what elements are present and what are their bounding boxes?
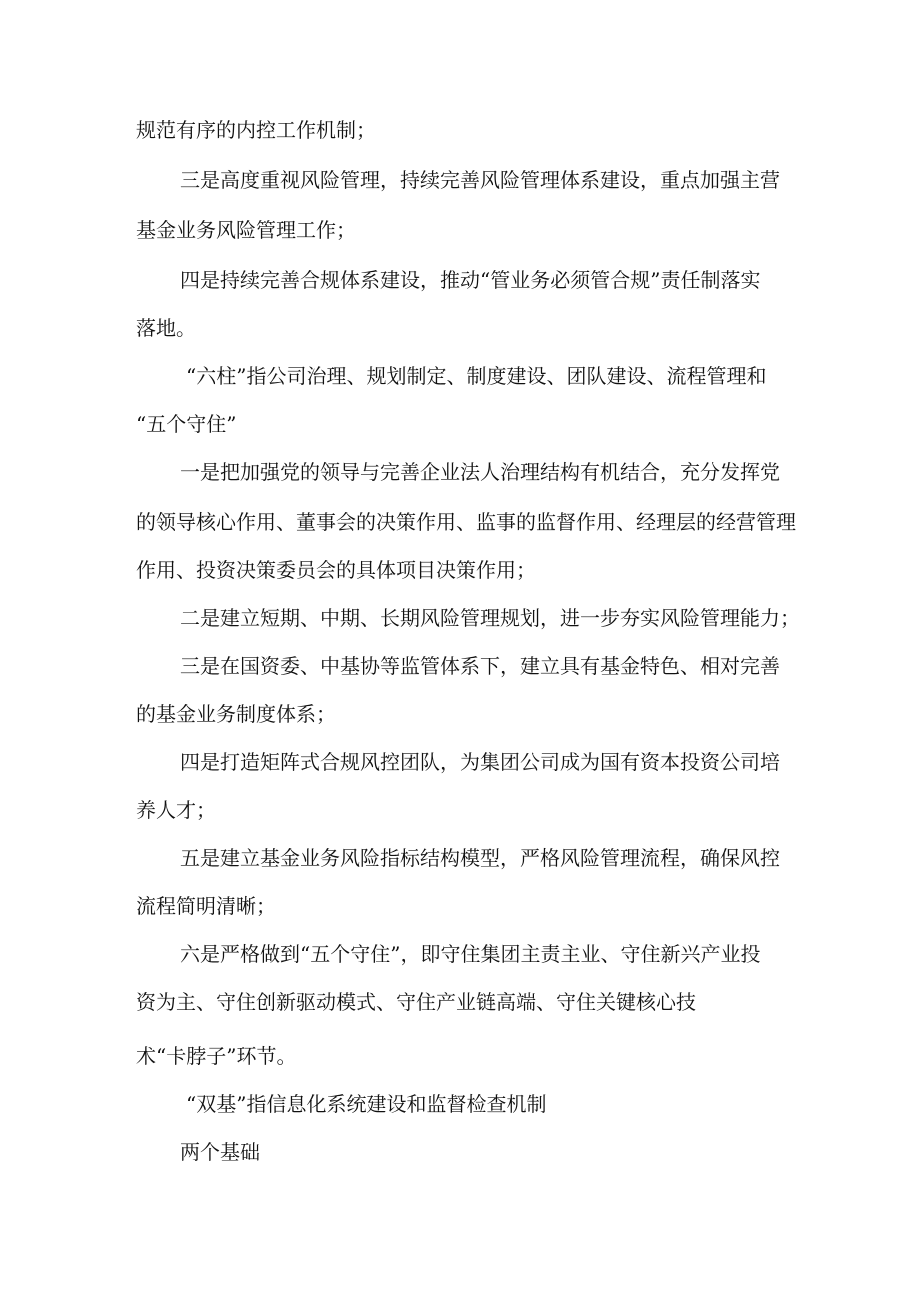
text-line-1: 规范有序的内控工作机制； (136, 118, 376, 142)
text-line-21: “双基”指信息化系统建设和监督检查机制 (186, 1092, 547, 1116)
text-line-12: 三是在国资委、中基协等监管体系下，建立具有基金特色、相对完善 (180, 654, 780, 678)
text-line-13: 的基金业务制度体系； (136, 702, 336, 726)
text-line-4: 四是持续完善合规体系建设，推动“管业务必须管合规”责任制落实 (180, 268, 761, 292)
text-line-18: 六是严格做到“五个守住”，即守住集团主责主业、守住新兴产业投 (180, 942, 761, 966)
text-line-7: “五个守住” (136, 412, 237, 436)
text-line-16: 五是建立基金业务风险指标结构模型，严格风险管理流程，确保风控 (180, 846, 780, 870)
text-line-8: 一是把加强党的领导与完善企业法人治理结构有机结合，充分发挥党 (180, 460, 780, 484)
text-line-19: 资为主、守住创新驱动模式、守住产业链高端、守住关键核心技 (136, 990, 696, 1014)
text-line-17: 流程简明清晰； (136, 894, 276, 918)
text-line-14: 四是打造矩阵式合规风控团队，为集团公司成为国有资本投资公司培 (180, 750, 780, 774)
text-line-9: 的领导核心作用、董事会的决策作用、监事的监督作用、经理层的经营管理 (136, 510, 796, 534)
text-line-3: 基金业务风险管理工作； (136, 218, 356, 242)
text-line-10: 作用、投资决策委员会的具体项目决策作用； (136, 558, 536, 582)
text-line-20: 术“卡脖子”环节。 (136, 1044, 297, 1068)
text-line-11: 二是建立短期、中期、长期风险管理规划，进一步夯实风险管理能力； (180, 606, 800, 630)
text-line-2: 三是高度重视风险管理，持续完善风险管理体系建设，重点加强主营 (180, 168, 780, 192)
text-line-15: 养人才； (136, 798, 216, 822)
text-line-22: 两个基础 (180, 1140, 260, 1164)
text-line-6: “六柱”指公司治理、规划制定、制度建设、团队建设、流程管理和 (186, 364, 767, 388)
text-line-5: 落地。 (136, 316, 196, 340)
